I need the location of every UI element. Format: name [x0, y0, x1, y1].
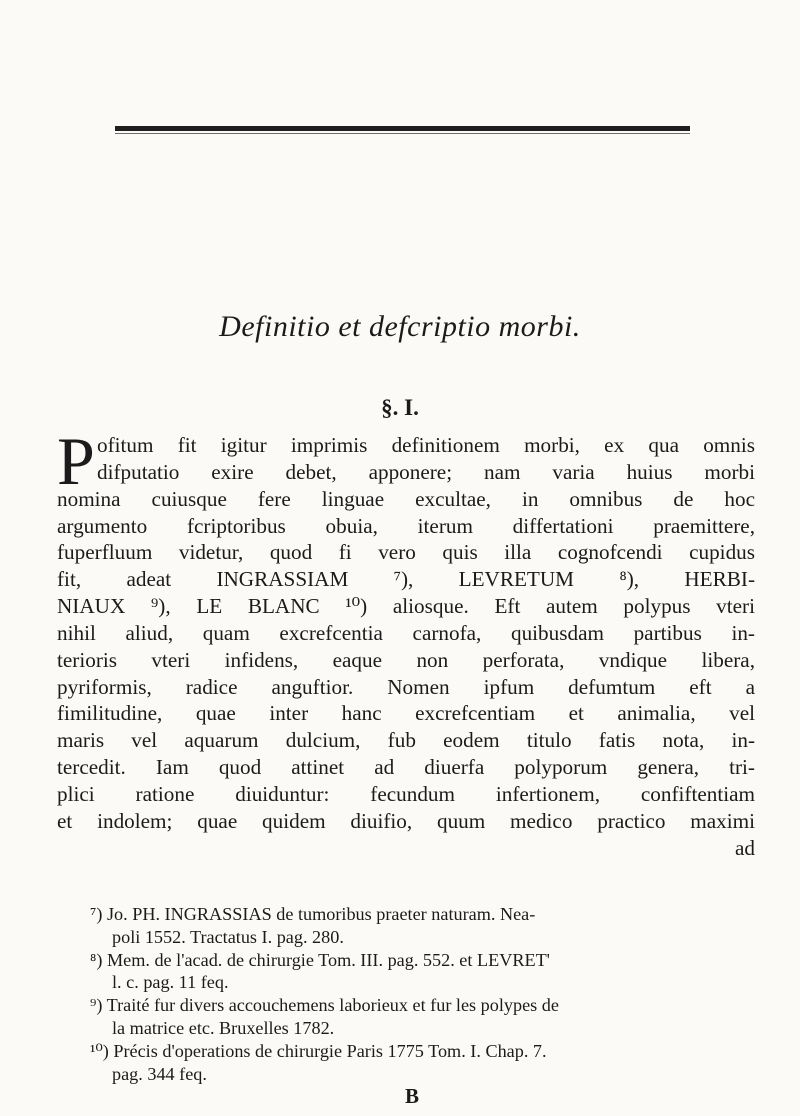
body-text — [57, 423, 755, 862]
footnotes — [90, 903, 770, 1085]
footnote-continuation: la matrice etc. Bruxelles 1782. — [112, 1017, 335, 1038]
footnote — [90, 994, 770, 1040]
top-rule — [115, 126, 690, 131]
chapter-heading: Definitio et defcriptio morbi. — [219, 310, 581, 343]
text-line: NIAUX ⁹), LE BLANC ¹⁰) aliosque. Eft autem polypus vteri — [57, 594, 755, 619]
text-line: fit, adeat INGRASSIAM ⁷), LEVRETUM ⁸), HERBI- — [57, 567, 755, 592]
text-line: argumento fcriptoribus obuia, iterum differtationi praemittere, — [57, 513, 755, 538]
footnote-mark: ¹⁰) — [90, 1040, 109, 1061]
footnote-continuation: poli 1552. Tractatus I. pag. 280. — [112, 926, 344, 947]
text-line: maris vel aquarum dulcium, fub eodem titulo fatis nota, in- — [57, 728, 755, 753]
drop-capital: P — [57, 423, 95, 499]
section-number: §. I. — [381, 395, 419, 420]
footnote — [90, 903, 770, 949]
text-line: et indolem; quae quidem diuifio, quum medico practico maximi — [57, 808, 755, 833]
footnote-mark: ⁷) — [90, 904, 103, 924]
signature-mark: B — [405, 1084, 420, 1108]
footnote-continuation: l. c. pag. 11 feq. — [112, 972, 229, 993]
text-line: fuperfluum videtur, quod fi vero quis illa cognofcendi cupidus — [57, 540, 755, 565]
footnote-text: Jo. PH. INGRASSIAS de tumoribus praeter naturam. Nea- — [106, 904, 536, 924]
catchword: ad — [735, 835, 755, 860]
text-line: nomina cuiusque fere linguae excultae, in omnibus de hoc — [57, 486, 755, 511]
footnote — [90, 1040, 770, 1086]
footnote-text: Mem. de l'acad. de chirurgie Tom. III. pag. 552. et LEVRET' — [106, 949, 550, 970]
footnote-text: Traité fur divers accouchemens laborieux et fur les polypes de — [106, 995, 559, 1016]
text-line: tercedit. Iam quod attinet ad diuerfa polyporum genera, tri- — [57, 755, 755, 780]
text-line: nihil aliud, quam excrefcentia carnofa, quibusdam partibus in- — [57, 620, 755, 645]
text-line: plici ratione diuiduntur: fecundum infertionem, confiftentiam — [57, 781, 755, 806]
text-line: terioris vteri infidens, eaque non perforata, vndique libera, — [57, 647, 755, 672]
footnote-text: Précis d'operations de chirurgie Paris 1775 Tom. I. Chap. 7. — [113, 1040, 547, 1061]
top-rule-thin — [115, 133, 690, 134]
text-line: pyriformis, radice anguftior. Nomen ipfum defumtum eft a — [57, 674, 755, 699]
footnote-continuation: pag. 344 feq. — [112, 1063, 207, 1084]
footnote-mark: ⁹) — [90, 995, 103, 1016]
text-line: ofitum fit igitur imprimis definitionem morbi, ex qua omnis — [97, 433, 755, 457]
footnote — [90, 949, 770, 995]
text-line: fimilitudine, quae inter hanc excrefcentiam et animalia, vel — [57, 701, 755, 726]
footnote-mark: ⁸) — [90, 949, 103, 970]
text-line: difputatio exire debet, apponere; nam varia huius morbi — [97, 459, 755, 484]
